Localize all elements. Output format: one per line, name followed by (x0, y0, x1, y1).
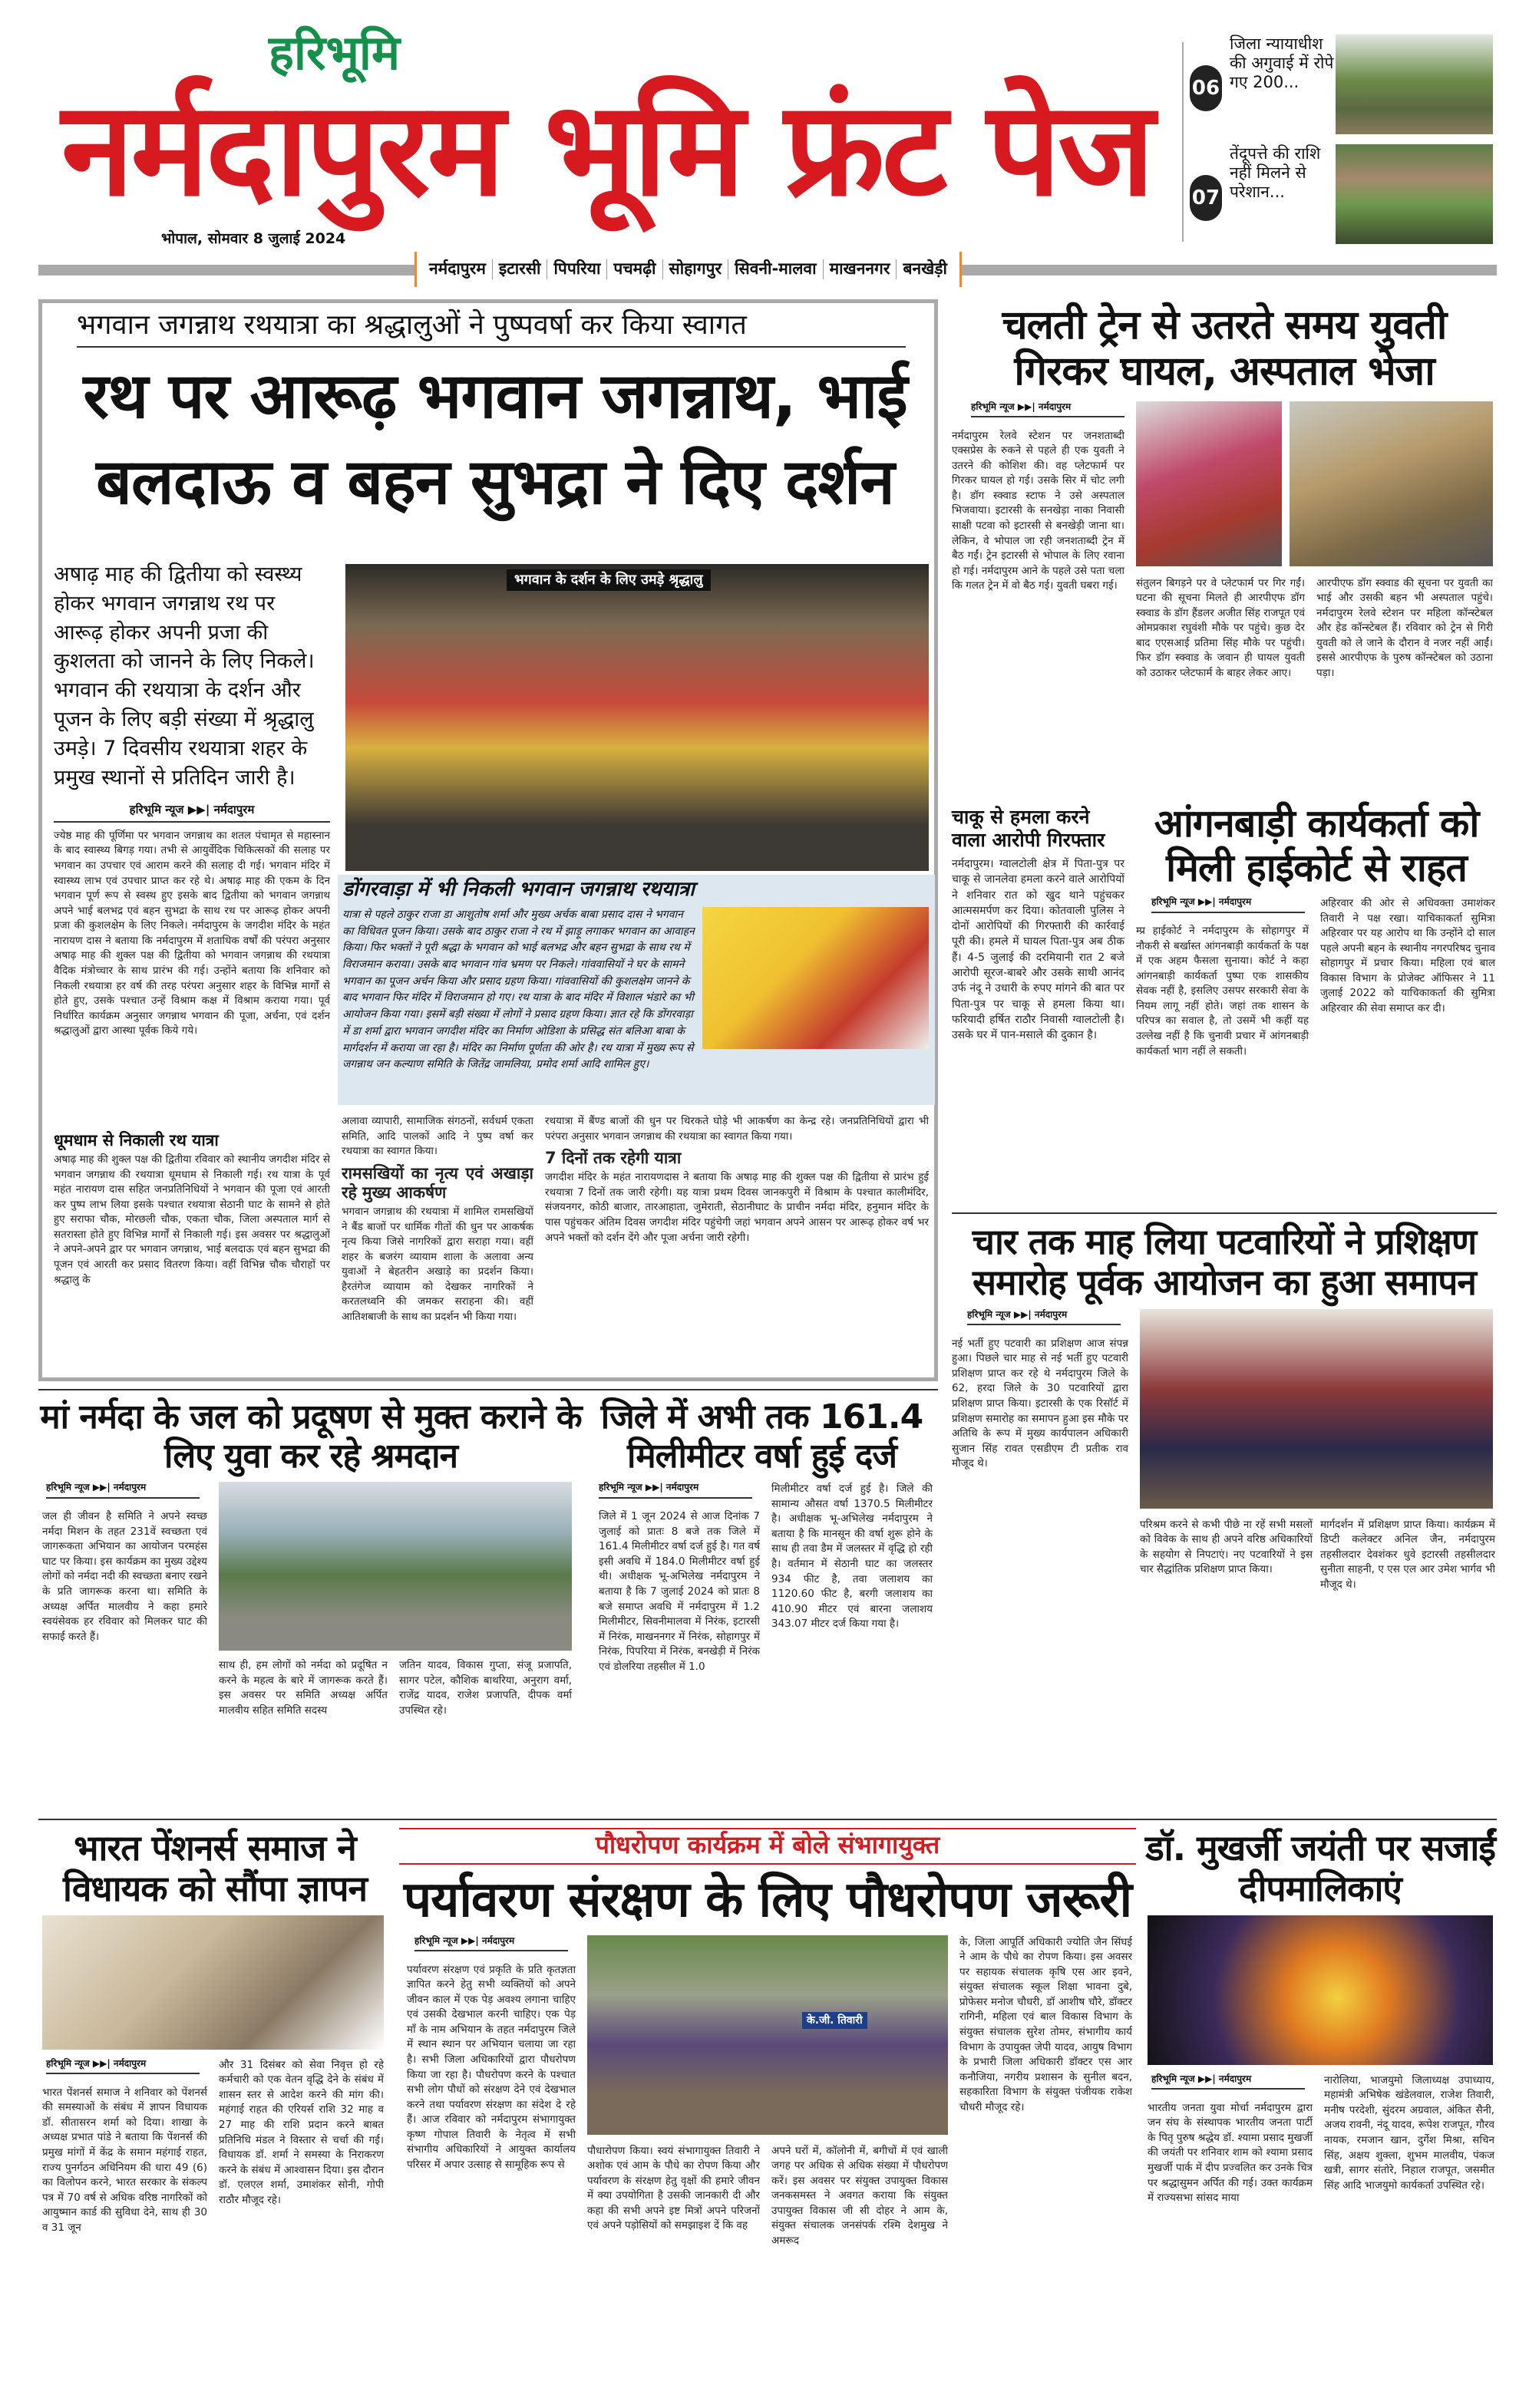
plantation-kicker: पौधरोपण कार्यक्रम में बोले संभागायुक्त (585, 1830, 951, 1859)
nav-item[interactable]: इटारसी (493, 259, 548, 279)
patwari-body-2: परिश्रम करने से कभी पीछे ना रहें सभी मसलों को विवेक के साथ ही अपने वरिष्ठ अधिकारियों के सहयोग से निपटाएं। नए पटवारियों ने इस चार सैद्धांतिक प्रशिक्षण प्राप्त किया। (1140, 1518, 1313, 1576)
main-subhead-2: रामसखियों का नृत्य एवं अखाड़ा रहे मुख्य आकर्षण (342, 1163, 533, 1202)
page-number-badge: 07 (1190, 175, 1222, 221)
brand-logo: हरिभूमि (269, 25, 401, 81)
byline-place: नर्मदापुरम (1218, 2073, 1252, 2084)
injured-woman-photo (1136, 401, 1282, 566)
anganwadi-body-2: अहिरवार की ओर से अधिवक्ता उमाशंकर तिवारी ने पक्ष रखा। याचिकाकर्ता सुमित्रा अहिरवार पर यह आरोप था कि उन्होंने दो साल पहले अपनी बहन के स्थानीय नगरपरिषद चुनाव सोहागपुर में प्रचार किया। महिला एवं बाल विकास विभाग के प्रोजेक्ट ऑफिसर ने 11 जुलाई 2022 को याचिकाकर्ता की सुमित्रा अहिरवार की सेवा समाप्त कर दी। (1320, 897, 1495, 1014)
pensioners-meeting-photo (42, 1915, 384, 2050)
narmada-content (38, 1482, 583, 1813)
name-plate: के.जी. तिवारी (802, 2012, 867, 2030)
divider (1182, 42, 1184, 242)
pension-headline: भारत पेंशनर्स समाज ने विधायक को सौंपा ज्ञापन (62, 1827, 368, 1909)
plantation-kicker-bar (399, 1828, 1136, 1865)
byline-source: हरिभूमि न्यूज (129, 803, 184, 817)
main-subhead-1: धूमधाम से निकाली रथ यात्रा (54, 1130, 219, 1150)
byline (1151, 896, 1305, 913)
nav-item[interactable]: पिपरिया (547, 259, 607, 279)
temple-puja-photo (702, 907, 929, 1049)
byline-arrow-icon: ▶▶| (1013, 1308, 1032, 1320)
train-content (952, 401, 1497, 787)
byline-arrow-icon: ▶▶| (92, 2057, 111, 2069)
train-body-1: नर्मदापुरम रेलवे स्टेशन पर जनशताब्दी एक्सप्रेस के रुकने से पहले ही एक युवती ने उतरने की कोशिश की। वह प्लेटफार्म पर गिरकर घायल हो गई। उसके सिर में चोट लगी है। डॉग स्क्वाड स्टाफ ने उसे अस्पताल भिजवाया। इटारसी के सनखेड़ा नाका निवासी साक्षी पटवा को इटारसी से बनखेड़ी जाना था। लेकिन, वे भोपाल जा रही जनशताब्दी ट्रेन में बैठ गईं। ट्रेन इटारसी से भोपाल के लिए रवाना हो गई। नर्मदापुरम आने के पहले उसे पता चला कि गलत ट्रेन में वो बैठ गई। युवती घबरा गई। (952, 429, 1124, 592)
main-headline (69, 361, 921, 433)
main-body-3-text: अलावा व्यापारी, सामाजिक संगठनों, सर्वधर्म एकता समिति, आदि पालकों आदि ने पुष्प वर्षा कर रथयात्रा का स्वागत किया। (342, 1115, 533, 1158)
knife-story (952, 806, 1124, 1193)
patwari-content (952, 1309, 1497, 1811)
divider (38, 1819, 1497, 1820)
narmada-story (38, 1398, 583, 1813)
rain-story (591, 1398, 933, 1813)
nav-item[interactable]: पचमढ़ी (607, 259, 662, 279)
mukherjee-body-2: नारोलिया, भाजयुमो जिलाध्यक्ष उपाध्याय, महामंत्री अभिषेक खंडेलवाल, राजेश तिवारी, मनीष परदेशी, सुंदरम अग्रवाल, अंकित सैनी, अजय रावनी, नंदू यादव, रूपेश राजपूत, गौरव नायक, रमजान खान, दुर्गेश मिश्रा, सचिन सिंह, अक्षय शुक्ला, शुभम मालवीय, पंकज खत्री, सागर संतोरे, निहाल राजपूत, जसमीत सिंह आदि भाजयुमो कार्यकर्ता उपस्थित रहे। (1324, 2073, 1494, 2192)
teaser-text: जिला न्यायाधीश की अगुवाई में रोपे गए 200... (1230, 35, 1334, 92)
main-headline-line1: रथ पर आरूढ़ भगवान जगन्नाथ, भाई (83, 360, 907, 433)
box-title (342, 878, 926, 902)
divider (38, 1389, 938, 1390)
byline-place: नर्मदापुरम (481, 1935, 515, 1946)
narmada-headline: मां नर्मदा के जल को प्रदूषण से मुक्त कराने के लिए युवा कर रहे श्रमदान (40, 1397, 582, 1476)
dongarwada-box (338, 875, 935, 1105)
byline-arrow-icon: ▶▶| (92, 1482, 111, 1493)
main-body-6-text: जगदीश मंदिर के महंत नारायणदास ने बताया कि अषाढ़ माह की शुक्ल पक्ष की द्वितीया से प्रारंभ हुई रथयात्रा 7 दिनों तक जारी रहेगी। यह यात्रा प्रथम दिवस जानकपुरी में विश्राम के पश्चात कालीमंदिर, संजयनगर, कोठी बाजार, तारआहाता, जुमेराती, सेठानीघाट के प्राचीन नर्मदा मंदिर, हनुमान मंदिर के पास पहुंचकर अंतिम दिवस जगदीश मंदिर पहुंचेगी जहां भगवान अपने आसन पर आरूढ़ होकर वर्ष भर अपने भक्तों को दर्शन देंगे और पूजा अर्चना जारी रहेगी। (545, 1171, 929, 1244)
patwari-group-photo (1140, 1309, 1493, 1509)
pension-story (38, 1828, 391, 2384)
knife-body: नर्मदापुरम। ग्वालटोली क्षेत्र में पिता-पुत्र पर चाकू से जानलेवा हमला करने वाले आरोपियों ने शनिवार रात को खुद थाने पहुंचकर आत्मसमर्पण कर दिया। कोतवाली पुलिस ने दोनों आरोपियों की गिरफ्तारी की कार्रवाई पूरी की। हमले में घायल पिता-पुत्र अब ठीक हैं। 4-5 जुलाई की दरमियानी रात 2 बजे आरोपी सूरज-बाबरे और उसके साथी आनंद उर्फ नंदू ने उधारी के रुपए मांगने की बात पर पिता-पुत्र पर चाकू से हमला किया था। फरियादी हर्षित राठौर निवासी ग्वालटोली है। उसके घर में पान-मसाले की दुकान है। (952, 858, 1124, 1042)
train-body-2: संतुलन बिगड़ने पर वे प्लेटफार्म पर गिर गईं। घटना की सूचना मिलते ही आरपीएफ डॉग स्क्वाड के डॉग हैंडलर अजीत सिंह राजपूत एवं ओमप्रकाश रघुवंशी मौके पर पहुंचे। कुछ देर बाद एएसआई प्रतिमा सिंह मौके पर पहुंची। फिर डॉग स्क्वाड के जवान ही घायल युवती को उठाकर प्लेटफार्म के बाहर लेकर आए। (1136, 576, 1305, 679)
main-body-5-text: रथयात्रा में बैंण्ड बाजों की धुन पर थिरकते घोड़े भी आकर्षण का केन्द्र रहे। जनप्रतिनिधियों द्वारा भी परंपरा अनुसार भगवान जगन्नाथ की रथयात्रा का स्वागत किया गया। (545, 1115, 929, 1143)
byline (54, 803, 330, 823)
rain-body-1: जिले में 1 जून 2024 से आज दिनांक 7 जुलाई को प्रातः 8 बजे तक जिले में 161.4 मिलीमीटर वर्षा दर्ज हुई है। गत वर्ष इसी अवधि में 184.0 मिलीमीटर वर्षा हुई थी। अधीक्षक भू-अभिलेख नर्मदापुरम ने बताया है कि 7 जुलाई 2024 को प्रातः 8 बजे समाप्त अवधि में नर्मदापुरम में 1.2 मिलीमीटर, सिवनीमालवा में निरंक, इटारसी में निरंक, माखननगर में निरंक, सोहागपुर में निरंक, पिपरिया में निरंक, बनखेड़ी में निरंक एवं डोलरिया तहसील में 1.0 (599, 1510, 760, 1673)
anganwadi-content (1136, 896, 1497, 1193)
patwari-story (952, 1222, 1497, 1811)
byline-source: हरिभूमि न्यूज (414, 1935, 458, 1946)
teaser-photo (1336, 35, 1493, 134)
rain-content (591, 1482, 933, 1813)
box-title-text: डोंगरवाड़ा में भी निकली भगवान जगन्नाथ रथयात्रा (342, 878, 695, 901)
plantation-photo (587, 1935, 948, 2135)
plantation-body-4: के, जिला आपूर्ति अधिकारी ज्योति जैन सिंघई ने आम के पौधे का रोपण किया। इस अवसर पर सहायक संचालक कृषि एस आर इवने, संयुक्त संचालक स्कूल शिक्षा भावना दुबे, प्रोफेसर मनोज चौधरी, डॉ आशीष चौरे, डॉक्टर रागिनी, महिला एवं बाल विकास विभाग के संयुक्त संचालक सुरेश तोमर, संभागीय कार्य विभाग के उपायुक्त जेपी यादव, आयुष विभाग के प्रभारी जिला अधिकारी डॉक्टर एस आर कनौजिया, नगरीय प्रशासन के सुनील बदन, सहकारिता विभाग के संयुक्त पंजीयक राकेश चौधरी मौजूद रहे। (959, 1935, 1132, 2113)
narmada-body-2: साथ ही, हम लोगों को नर्मदा को प्रदूषित न करने के महत्व के बारे में जागरूक करते हैं। इस अवसर पर समिति अध्यक्ष अर्पित मालवीय सहित समिति सदस्य (219, 1659, 388, 1717)
main-body-5 (545, 1114, 929, 1375)
byline-arrow-icon: ▶▶| (1017, 401, 1035, 412)
narmada-body-3: जतिन यादव, विकास गुप्ता, संजू प्रजापति, सागर पटेल, कौशिक बाथरिया, अनुराग वर्मा, राजेंद्र यादव, राजेश प्रजापति, दीपक वर्मा उपस्थित रहे। (399, 1659, 572, 1717)
byline-place: नर्मदापुरम (113, 2057, 147, 2069)
anganwadi-story (1136, 802, 1497, 1193)
plantation-headline: पर्यावरण संरक्षण के लिए पौधरोपण जरूरी (403, 1872, 1132, 1928)
pension-body-2: और 31 दिसंबर को सेवा निवृत्त हो रहे कर्मचारी को एक वेतन वृद्धि देने के संबंध में शासन स्तर से आदेश करने की मांग की। महंगाई राहत की एरियर्स राशि 32 माह व 27 माह की राशि प्रदान करने बाबत प्रतिनिधि मंडल ने विस्तार से चर्चा की गई। विधायक डॉ. शर्मा ने समस्या के निराकरण करने के संबंध में आश्वासन दिया। इस दौरान डॉ. एलएल शर्मा, उमाशंकर सोनी, गोपी राठौर मौजूद रहे। (219, 2058, 384, 2206)
nav-item[interactable]: नर्मदापुरम (423, 259, 493, 279)
nav-item[interactable]: सिवनी-मालवा (728, 259, 823, 279)
teaser-page-07[interactable] (1190, 144, 1497, 248)
nav-item[interactable]: सोहागपुर (663, 259, 729, 279)
main-kicker-text: भगवान जगन्नाथ रथयात्रा का श्रद्धालुओं ने पुष्पवर्षा कर किया स्वागत (77, 309, 747, 341)
dateline: भोपाल, सोमवार 8 जुलाई 2024 (161, 230, 346, 247)
nav-item[interactable]: बनखेड़ी (903, 259, 947, 279)
byline-source: हरिभूमि न्यूज (46, 2057, 90, 2069)
main-body-1: ज्येष्ठ माह की पूर्णिमा पर भगवान जगन्नाथ का शतल पंचामृत से महास्नान के बाद स्वास्थ्य बिगड़ गया। तभी से आयुर्वेदिक चिकित्सकों की सलाह पर भगवान का उपचार एवं आराम करने की सलाह दी गई। भगवान मंदिर में स्वास्थ्य लाभ एवं उपचार प्राप्त कर रहे थे। अषाढ़ माह की एकम के दिन भगवान पूर्ण रूप से स्वस्थ हुए इसके बाद द्वितीया को भगवान जगन्नाथ अपने भाई बलभद्र एवं बहन सुभद्रा के साथ रथ पर आरूढ़ होकर अपनी प्रजा की कुशलक्षेम के लिए निकले। नर्मदापुरम के जगदीश मंदिर के महंत नारायण दास ने बताया कि नर्मदापुरम में शताधिक वर्षों की परंपरा अनुसार अषाढ़ माह की शुक्ल पक्ष की द्वितीया को भगवान जगन्नाथ की रथयात्रा वैदिक मंत्रोच्चार के साथ प्रारंभ की गई। उन्होंने बताया कि शनिवार को निकली रथयात्रा हर वर्ष की तरह परंपरा अनुसार शहर के विभिन्न मार्गों से होते हुए, उसके पश्चात उन्हें विश्राम कक्ष में विश्राम कराया गया। पूर्व निर्धारित कार्यक्रम अनुसार जगन्नाथ भगवान की पूजा, अर्चना, एवं दर्शन श्रद्धालुओं द्वारा आस्था पूर्वक किये गये। (54, 829, 330, 1037)
main-body-2: अषाढ़ माह की शुक्ल पक्ष की द्वितीया रविवार को स्थानीय जगदीश मंदिर से भगवान जगन्नाथ की रथयात्रा धूमधाम से निकाली गई। रथ यात्रा के पूर्व महंत नारायण दास सहित जनप्रतिनिधियों ने भगवान की पूजा एवं आरती कर पुष्प लाभ लिया इसके पश्चात रथयात्रा सेठानी घाट के सामने से होते हुए सराफा चौक, मोरछली चौक, एकता चौक, जिला अस्पताल मार्ग से सतरास्ता होते हुए विभिन्न मार्गों से निकाली गई। इस अवसर पर श्रद्धालुओं ने अपने-अपने द्वार पर भगवान जगन्नाथ, भाई बलदाऊ एवं बहन सुभद्रा की पूजन एवं आरती कर प्रसाद वितरण किया। वहीं विभिन्न चौक चौराहों पर श्रद्धालु के (54, 1153, 330, 1286)
photo-caption: भगवान के दर्शन के लिए उमड़े श्रृद्धालु (507, 569, 711, 591)
anganwadi-body-1: म्प्र हाईकोर्ट ने नर्मदापुरम के सोहागपुर में नौकरी से बर्खास्त आंगनबाड़ी कार्यकर्ता के पक्ष में एक अहम फैसला सुनाया। कोर्ट ने कहा आंगनबाड़ी कार्यकर्ता पुष्पा एक शासकीय सेवक नहीं है, इसलिए उसपर सरकारी सेवा के नियम लागू नहीं होते। जहां तक शासन के परिपत्र का सवाल है, तो उसमें भी कहीं यह उल्लेख नहीं है कि चुनावी प्रचार में आंगनबाड़ी कार्यकर्ता भाग नहीं ले सकती। (1136, 925, 1309, 1057)
byline-arrow-icon: ▶▶| (1197, 2073, 1216, 2084)
mukherjee-headline: डॉ. मुखर्जी जयंती पर सजाईं दीपमालिकाएं (1145, 1827, 1495, 1909)
byline-arrow-icon: ▶▶| (187, 803, 210, 817)
page-title: नर्मदापुरम भूमि फ्रंट पेज (61, 74, 1152, 226)
rpf-police-photo (1290, 401, 1493, 566)
pension-body-1: भारत पेंशनर्स समाज ने शनिवार को पेंशनर्स की समस्याओं के संबंध में ज्ञापन विधायक डॉ. सीतासरन शर्मा को दिया। शाखा के अध्यक्ष प्रभात पांडे ने बताया कि पेंशनर्स की प्रमुख मांगों में केंद्र के समान महंगाई राहत, राज्य पुनर्गठन अधिनियम की धारा 49 (6) का विलोपन करने, भारत सरकार के संकल्प पत्र में 70 वर्ष से अधिक वरिष्ठ नागरिकों को आयुष्मान कार्ड की सुविधा देने, साथ ही 30 व 31 जून (42, 2086, 207, 2234)
plantation-body-2: पौधारोपण किया। स्वयं संभागायुक्त तिवारी ने अशोक एवं आम के पौधे का रोपण किया और पर्यावरण के संरक्षण हेतु वृक्षों की हमारे जीवन में क्या उपयोगिता है उसकी जानकारी दी और कहा की सभी अपने इष्ट मित्रों अपने परिजनों एवं अपने पड़ोसियों को समझाइश दें कि वह (587, 2144, 760, 2232)
byline-place: नर्मदापुरम (1034, 1308, 1068, 1320)
rathyatra-crowd-photo (345, 564, 929, 871)
byline (414, 1935, 568, 1952)
byline-source: हरिभूमि न्यूज (967, 1308, 1011, 1320)
byline (971, 401, 1124, 418)
byline-source: हरिभूमि न्यूज (599, 1482, 642, 1493)
byline (46, 2058, 200, 2075)
main-lead: अषाढ़ माह की द्वितीया को स्वस्थ्य होकर भगवान जगन्नाथ रथ पर आरूढ़ होकर अपनी प्रजा की कुशलता को जानने के लिए निकले। भगवान की रथयात्रा के दर्शन और पूजन के लिए बड़ी संख्या में श्रृद्धालु उमड़े। 7 दिवसीय रथयात्रा शहर के प्रमुख स्थानों से प्रतिदिन जारी है। (54, 562, 315, 790)
byline-place: नर्मदापुरम (665, 1482, 699, 1493)
ghat-cleaning-photo (219, 1482, 572, 1651)
patwari-headline: चार तक माह लिया पटवारियों ने प्रशिक्षण समारोह पूर्वक आयोजन का हुआ समापन (972, 1221, 1477, 1303)
byline-arrow-icon: ▶▶| (645, 1482, 663, 1493)
box-text: यात्रा से पहले ठाकुर राजा डा आशुतोष शर्मा और मुख्य अर्चक बाबा प्रसाद दास ने भगवान का विधिवत पूजन किया। उसके बाद ठाकुर राजा ने रथ में झाड़ू लगाकर भगवान का आवाहन किया। फिर भक्तों ने पूरी श्रद्धा के भगवान को भाई बलभद्र और बहन सुभद्रा के साथ रथ में विराजमान कराया। उसके बाद भगवान गांव भ्रमण पर निकले। गांववासियों ने घर के सामने भगवान का पूजन अर्चन किया और प्रसाद ग्रहण किया। गांववासियों की कुशलक्षेम जानने के बाद भगवान फिर मंदिर में विराजमान हो गए। रथ यात्रा के बाद मंदिर में विशाल भंडारे का भी आयोजन किया गया। इसमें बड़ी संख्या में लोगों ने प्रसाद ग्रहण किया। ज्ञात रहे कि डोंगरवाड़ा में डा शर्मा द्वारा भगवान जगदीश मंदिर का निर्माण ओडिशा के प्रसिद्ध संत बलिआ बाबा के मार्गदर्शन में कराया जा रहा है। मंदिर का निर्माण पूर्णता की ओर है। रथ यात्रा में मुख्य रूप से जगन्नाथ जन कल्याण समिति के जितेंद्र जामलिया, प्रमोद शर्मा आदि शामिल हुए। (342, 909, 695, 1071)
anganwadi-headline: आंगनबाड़ी कार्यकर्ता को मिली हाईकोर्ट से राहत (1154, 801, 1479, 890)
page-number-badge: 06 (1190, 65, 1222, 111)
plantation-body-3: अपने घरों में, कॉलोनी में, बगीचों में एवं खाली जगह पर अधिक से अधिक संख्या में पौधरोपण करें। इस अवसर पर संयुक्त उपायुक्त विकास जनकसमस्त ने अवगत कराया कि संयुक्त उपायुक्त विकास जी सी दोहर ने आम के, संयुक्त संचालक जनसंपर्क रश्मि देशमुख ने अमरूद (771, 2144, 948, 2247)
teaser-photo (1336, 144, 1493, 244)
main-kicker (77, 308, 906, 348)
byline-place: नर्मदापुरम (113, 1482, 147, 1493)
byline-place: नर्मदापुरम (213, 803, 255, 817)
plantation-content (399, 1935, 1136, 2384)
narmada-body-1: जल ही जीवन है समिति ने अपने स्वच्छ नर्मदा मिशन के तहत 231वें स्वच्छता एवं जागरूकता अभियान का आयोजन परमहंस घाट पर किया। इस कार्यक्रम का मुख्य उद्देश्य लोगों को नर्मदा नदी की स्वच्छता बनाए रखने के प्रति जागरूक करना था। समिति के अध्यक्ष अर्पित मालवीय ने कहा हमारे स्वयंसेवक हर रविवार को मिलकर घाट की सफाई करते हैं। (42, 1510, 207, 1643)
byline (1151, 2073, 1305, 2090)
plantation-story (399, 1872, 1136, 2384)
byline-source: हरिभूमि न्यूज (1151, 2073, 1195, 2084)
pension-content (38, 1915, 391, 2384)
byline-arrow-icon: ▶▶| (461, 1935, 479, 1946)
main-left-column (54, 560, 330, 1375)
main-body-3 (342, 1114, 533, 1375)
teaser-page-06[interactable] (1190, 35, 1497, 138)
train-headline: चलती ट्रेन से उतरते समय युवती गिरकर घायल, अस्पताल भेजा (1002, 302, 1447, 394)
mukherjee-body-1: भारतीय जनता युवा मोर्चा नर्मदापुरम द्वारा जन संघ के संस्थापक भारतीय जनता पार्टी के पितृ पुरुष श्रद्धेय डॉ. श्यामा प्रसाद मुखर्जी की जयंती पर शनिवार शाम को श्यामा प्रसाद मुखर्जी पार्क में दीप प्रज्वलित कर उनके चित्र पर श्रद्धासुमन अर्पित की गई। उक्त कार्यक्रम में राज्यसभा सांसद माया (1148, 2101, 1313, 2205)
main-subhead-3: 7 दिनों तक रहेगी यात्रा (545, 1149, 682, 1168)
teaser-text: तेंदूपत्ते की राशि नहीं मिलने से परेशान... (1230, 144, 1321, 202)
train-story (952, 303, 1497, 787)
train-body-3: आरपीएफ डॉग स्क्वाड की सूचना पर युवती का भाई और उसकी बहन भी अस्पताल पहुंचे। नर्मदापुरम रेलवे स्टेशन पर महिला कॉन्स्टेबल और हेड कॉन्स्टेबल हैं। रविवार को ट्रेन से गिरी युवती को ले जाने के दौरान वे नजर नहीं आईं। इससे आरपीएफ के पुरुष कॉन्स्टेबल को उठाना पड़ा। (1316, 576, 1493, 679)
deepmalika-photo (1148, 1915, 1493, 2065)
patwari-body-3: मार्गदर्शन में प्रशिक्षण प्राप्त किया। कार्यक्रम में डिप्टी कलेक्टर अनिल जैन, नर्मदापुरम तहसीलदार देवशंकर धुवे इटारसी तहसीलदार सुनीता साहनी, ए एस एल आर उमेश भार्गव भी मौजूद थे। (1320, 1518, 1495, 1592)
plantation-body-1: पर्यावरण संरक्षण एवं प्रकृति के प्रति कृतज्ञता ज्ञापित करने हेतु सभी व्यक्तियों को अपने जीवन काल में एक पेड़ अवश्य लगाना चाहिए एवं उसकी देखभाल करनी चाहिए। एक पेड़ माँ के नाम अभियान के तहत नर्मदापुरम जिले में स्थान स्थान पर अभियान चलाया जा रहा है। सभी जिला अधिकारियों द्वारा पौधरोपण किया जा रहा है। पौधरोपण करने के पश्चात सभी लोग पौधों को संरक्षण देने एवं देखभाल करने तथा पर्यावरण संरक्षण का संदेश दे रहे हैं। आज रविवार को नर्मदापुरम संभागायुक्त कृष्ण गोपाल तिवारी के नेतृत्व में सभी संभागीय अधिकारियों ने आयुक्त कार्यालय परिसर में अपार उत्साह से सामूहिक रूप से (407, 1963, 576, 2171)
byline-source: हरिभूमि न्यूज (1151, 896, 1195, 907)
byline (46, 1482, 200, 1499)
city-nav (414, 252, 962, 287)
rain-body-2: मिलीमीटर वर्षा दर्ज हुई है। जिले की सामान्य औसत वर्षा 1370.5 मिलीमीटर है। अधीक्षक भू-अभिलेख नर्मदापुरम ने बताया है कि मानसून की वर्षा शुरू होने के साथ ही तवा डैम में जलस्तर में वृद्धि हो रही है। वर्तमान में सेठानी घाट का जलस्तर 934 फीट है, तवा जलाशय का 1120.60 फीट है, बरगी जलाशय का 410.90 मीटर एवं बारना जलाशय 343.07 मीटर दर्ज किया गया है। (771, 1483, 933, 1631)
divider (952, 1212, 1497, 1214)
byline (967, 1309, 1121, 1326)
rain-headline: जिले में अभी तक 161.4 मिलीमीटर वर्षा हुई दर्ज (600, 1397, 923, 1476)
mukherjee-content (1144, 1915, 1497, 2384)
byline-arrow-icon: ▶▶| (1197, 896, 1216, 907)
byline (599, 1482, 752, 1499)
main-body-4-text: भगवान जगन्नाथ की रथयात्रा में शामिल रामसखियों ने बैंड बाजों पर धार्मिक गीतों की धुन पर आकर्षक नृत्य किया जिसे नागरिकों द्वारा सराहा गया। वहीं शहर के बजरंग व्यायाम शाला के अलावा अन्य युवाओं ने बेहतरीन अखाड़े का प्रदर्शन किया। हैरतंगेज व्यायाम को देखकर नागरिकों ने करतलध्वनि की जमकर सराहना की। वहीं आतिशबाजी के साथ का प्रदर्शन भी किया गया। (342, 1206, 533, 1323)
main-headline-2 (69, 447, 921, 519)
byline-source: हरिभूमि न्यूज (46, 1482, 90, 1493)
byline-place: नर्मदापुरम (1038, 401, 1072, 412)
mukherjee-story (1144, 1828, 1497, 2384)
byline-source: हरिभूमि न्यूज (971, 401, 1015, 412)
nav-item[interactable]: माखननगर (824, 259, 897, 279)
knife-headline: चाकू से हमला करने वाला आरोपी गिरफ्तार (952, 806, 1105, 851)
byline-place: नर्मदापुरम (1218, 896, 1252, 907)
patwari-body-1: नई भर्ती हुए पटवारी का प्रशिक्षण आज संपन्न हुआ। पिछले चार माह से नई भर्ती हुए पटवारी प्रशिक्षण प्राप्त कर रहे थे नर्मदापुरम जिले के 62, हरदा जिले के 30 पटवारियों द्वारा प्रशिक्षण प्राप्त किया। इटारसी के एक रिसॉर्ट में प्रशिक्षण समारोह का समापन हुआ इस मौके पर अतिथि के रूप में मुख्य कार्यपालन अधिकारी सुजान सिंह रावत एसडीएम टी प्रतीक राव मौजूद थे। (952, 1337, 1128, 1470)
main-headline-line2: बलदाऊ व बहन सुभद्रा ने दिए दर्शन (96, 446, 894, 519)
